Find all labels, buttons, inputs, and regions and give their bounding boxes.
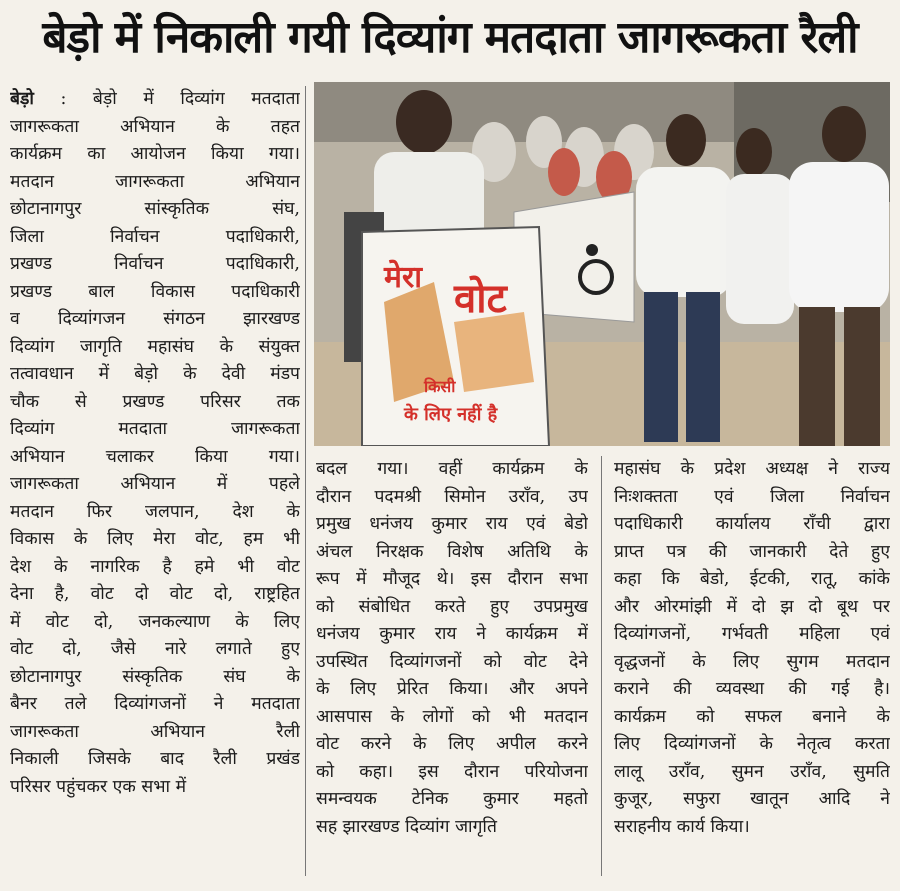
column-line: बदल गया। वहीं कार्यक्रम के — [316, 459, 588, 479]
headline: बेड़ो में निकाली गयी दिव्यांग मतदाता जागरूकता रैली — [42, 12, 858, 63]
column-line: प्रमुख धनंजय कुमार राय एवं बेडो — [316, 514, 588, 534]
column-line: समन्वयक टेनिक कुमार महतो — [316, 789, 588, 809]
placard — [362, 227, 549, 446]
column-line: अंचल निरक्षक विशेष अतिथि के — [316, 541, 588, 562]
placard-text: मेरा — [384, 260, 422, 295]
column-line: पदाधिकारी कार्यालय राँची द्वारा — [614, 514, 890, 534]
column-line: को संबोधित करते हुए उपप्रमुख — [316, 596, 588, 617]
column-line: चौक से प्रखण्ड परिसर तक — [10, 391, 300, 412]
placard-text: वोट — [454, 276, 507, 322]
article-column-1 — [10, 86, 300, 801]
column-line: कार्यक्रम का आयोजन किया गया। — [10, 144, 300, 164]
column-line: जागरूकता अभियान रैली — [10, 721, 300, 742]
column-line: महासंघ के प्रदेश अध्यक्ष ने राज्य — [614, 459, 890, 479]
column-line: आसपास के लोगों को भी मतदान — [316, 706, 588, 727]
column-line: वोट दो, जैसे नारे लगाते हुए — [10, 639, 300, 659]
column-line: कराने की व्यवस्था की गई है। — [614, 679, 890, 699]
column-line: कुजूर, सफुरा खातून आदि ने — [614, 789, 890, 809]
column-line: निकाली जिसके बाद रैली प्रखंड — [10, 749, 300, 769]
column-line: प्रखण्ड निर्वाचन पदाधिकारी, — [10, 254, 300, 274]
column-line: देना है, वोट दो वोट दो, राष्ट्रहित — [10, 584, 300, 604]
column-line: अभियान चलाकर किया गया। — [10, 446, 300, 467]
column-divider — [305, 86, 306, 876]
column-line: बैनर तले दिव्यांगजनों ने मतदाता — [10, 694, 300, 714]
column-line: दौरान पदमश्री सिमोन उराँव, उप — [316, 486, 588, 507]
column-line: वृद्धजनों के लिए सुगम मतदान — [614, 651, 890, 672]
column-line: कहा कि बेडो, ईटकी, रातू, कांके — [614, 569, 890, 589]
dateline: बेड़ो — [10, 89, 34, 109]
column-line: धनंजय कुमार राय ने कार्यक्रम में — [316, 624, 588, 644]
column-line: व दिव्यांगजन संगठन झारखण्ड — [10, 309, 300, 329]
column-line: वोट करने के लिए अपील करने — [316, 734, 588, 754]
column-line: देश के नागरिक है हमे भी वोट — [10, 556, 300, 577]
column-line: जागरूकता अभियान में पहले — [10, 474, 300, 494]
placard-text: किसी — [424, 377, 456, 396]
column-line: रूप में मौजूद थे। इस दौरान सभा — [316, 569, 588, 589]
column-line: में वोट दो, जनकल्याण के लिए — [10, 611, 300, 632]
column-line: मतदान फिर जलपान, देश के — [10, 501, 300, 522]
column-line: लालू उराँव, सुमन उराँव, सुमति — [614, 761, 890, 782]
rally-photo — [314, 82, 890, 446]
column-line: बेड़ो : बेड़ो में दिव्यांग मतदाता — [10, 89, 300, 109]
column-line: जागरूकता अभियान के तहत — [10, 116, 300, 137]
column-line: प्रखण्ड बाल विकास पदाधिकारी — [10, 281, 300, 302]
column-line: को कहा। इस दौरान परियोजना — [316, 761, 588, 782]
column-line: के लिए प्रेरित किया। और अपने — [316, 679, 588, 699]
column-line: निःशक्तता एवं जिला निर्वाचन — [614, 486, 890, 507]
column-line: और ओरमांझी में दो झ दो बूथ पर — [614, 596, 890, 617]
placard-text: के लिए नहीं है — [404, 404, 498, 425]
column-line: सराहनीय कार्य किया। — [614, 816, 750, 837]
column-line: दिव्यांग जागृति महासंघ के संयुक्त — [10, 336, 300, 357]
column-line: मतदान जागरूकता अभियान — [10, 171, 300, 192]
column-line: परिसर पहुंचकर एक सभा में — [10, 776, 187, 797]
column-line: कार्यक्रम को सफल बनाने के — [614, 706, 890, 727]
column-line: सह झारखण्ड दिव्यांग जागृति — [316, 816, 497, 837]
column-line: तत्वावधान में बेड़ो के देवी मंडप — [10, 364, 300, 384]
article-column-3 — [614, 456, 890, 841]
column-line: लिए दिव्यांगजनों के नेतृत्व करता — [614, 734, 890, 754]
column-line: प्राप्त पत्र की जानकारी देते हुए — [614, 541, 890, 562]
column-line: विकास के लिए मेरा वोट, हम भी — [10, 529, 300, 549]
column-line: उपस्थित दिव्यांगजनों को वोट देने — [316, 651, 588, 672]
column-line: छोटानागपुर सांस्कृतिक संघ, — [10, 199, 300, 219]
column-divider — [601, 456, 602, 876]
article-column-2 — [316, 456, 588, 841]
column-line: छोटानागपुर संस्कृतिक संघ के — [10, 666, 300, 687]
column-line: दिव्यांगजनों, गर्भवती महिला एवं — [614, 624, 890, 644]
column-line: दिव्यांग मतदाता जागरूकता — [10, 419, 300, 439]
column-line: जिला निर्वाचन पदाधिकारी, — [10, 226, 300, 247]
